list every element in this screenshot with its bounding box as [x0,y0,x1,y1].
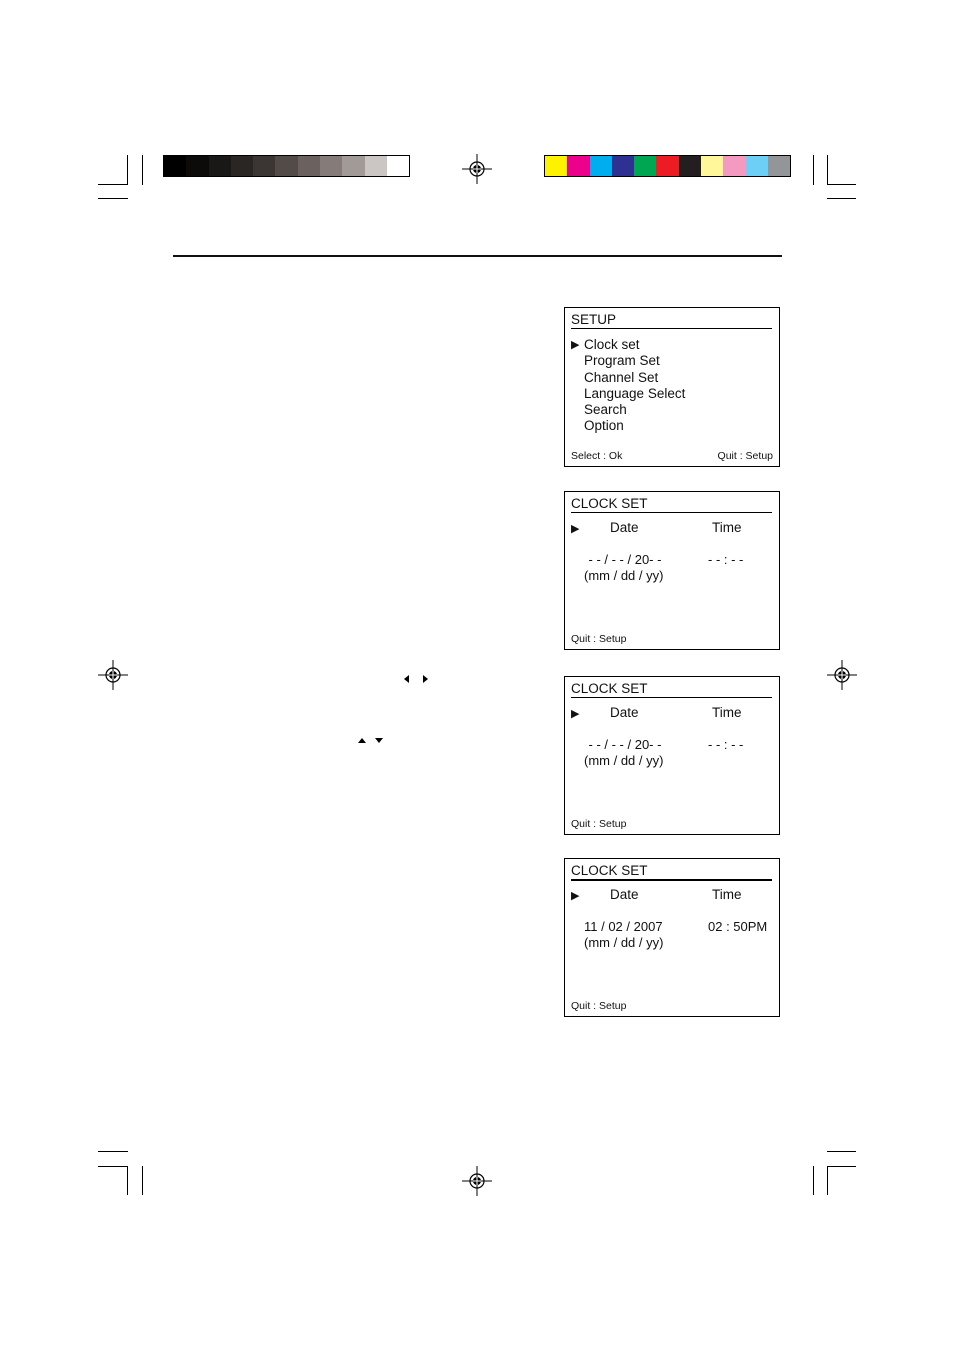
color-swatch [387,156,409,176]
clock-set-panel [564,491,780,650]
menu-item-channel-set[interactable] [571,370,685,386]
color-swatch [768,156,790,176]
time-label: Time [712,887,742,902]
left-arrow-icon [404,675,409,683]
color-swatch [253,156,275,176]
setup-menu-list [571,337,685,435]
menu-item-label: Channel Set [584,369,659,385]
quit-hint: Quit : Setup [571,1000,627,1012]
time-label: Time [712,520,742,535]
color-swatch [365,156,387,176]
play-triangle-icon: ▶ [571,890,580,902]
registration-crosshair-icon [462,154,492,184]
date-value[interactable]: 11 / 02 / 2007 [584,919,663,934]
date-format-hint: (mm / dd / yy) [584,753,664,768]
quit-hint: Quit : Setup [571,818,627,830]
menu-item-label: Clock set [584,337,640,352]
play-triangle-icon: ▶ [571,339,580,351]
registration-crosshair-icon [827,660,857,690]
time-label: Time [712,705,742,720]
color-swatch [545,156,567,176]
color-swatch [612,156,634,176]
color-swatch [634,156,656,176]
select-hint: Select : Ok [571,450,623,462]
date-value[interactable]: - - / - - / 20- - [588,737,662,752]
menu-item-program-set[interactable] [571,353,685,369]
date-format-hint: (mm / dd / yy) [584,935,664,950]
time-value[interactable]: - - : - - [708,552,744,567]
time-value[interactable]: 02 : 50PM [708,919,768,934]
date-format-hint: (mm / dd / yy) [584,568,664,583]
menu-item-search[interactable] [571,402,685,418]
registration-crosshair-icon [98,660,128,690]
color-swatch [298,156,320,176]
date-label: Date [610,705,639,720]
color-swatch [590,156,612,176]
menu-item-clock-set[interactable] [571,337,685,353]
panel-title: CLOCK SET [571,863,772,881]
menu-item-label: Language Select [584,385,686,401]
color-swatch [231,156,253,176]
quit-hint: Quit : Setup [717,450,773,462]
header-rule [173,255,782,257]
date-label: Date [610,520,639,535]
panel-title: SETUP [571,312,772,329]
registration-crosshair-icon [462,1166,492,1196]
color-swatch [701,156,723,176]
color-swatch [186,156,208,176]
menu-item-language-select[interactable] [571,386,685,402]
setup-menu-panel [564,307,780,467]
right-arrow-icon [423,675,428,683]
panel-title: CLOCK SET [571,681,772,698]
menu-item-label: Search [584,402,627,418]
color-swatch [567,156,589,176]
color-swatch [723,156,745,176]
color-swatch [746,156,768,176]
date-value[interactable]: - - / - - / 20- - [588,552,662,567]
menu-item-label: Program Set [584,353,660,369]
color-swatch [164,156,186,176]
clock-set-panel [564,858,780,1017]
time-value[interactable]: - - : - - [708,737,744,752]
up-arrow-icon [358,738,366,743]
play-triangle-icon: ▶ [571,708,580,720]
color-swatch [320,156,342,176]
quit-hint: Quit : Setup [571,633,627,645]
color-swatch [656,156,678,176]
color-swatch [342,156,364,176]
menu-item-label: Option [584,418,624,434]
color-swatch [679,156,701,176]
down-arrow-icon [375,738,383,743]
menu-item-option[interactable] [571,418,685,434]
grayscale-calibration-bar [163,155,410,177]
color-swatch [209,156,231,176]
panel-title: CLOCK SET [571,496,772,513]
color-calibration-bar [544,155,791,177]
clock-set-panel [564,676,780,835]
color-swatch [275,156,297,176]
date-label: Date [610,887,639,902]
play-triangle-icon: ▶ [571,523,580,535]
